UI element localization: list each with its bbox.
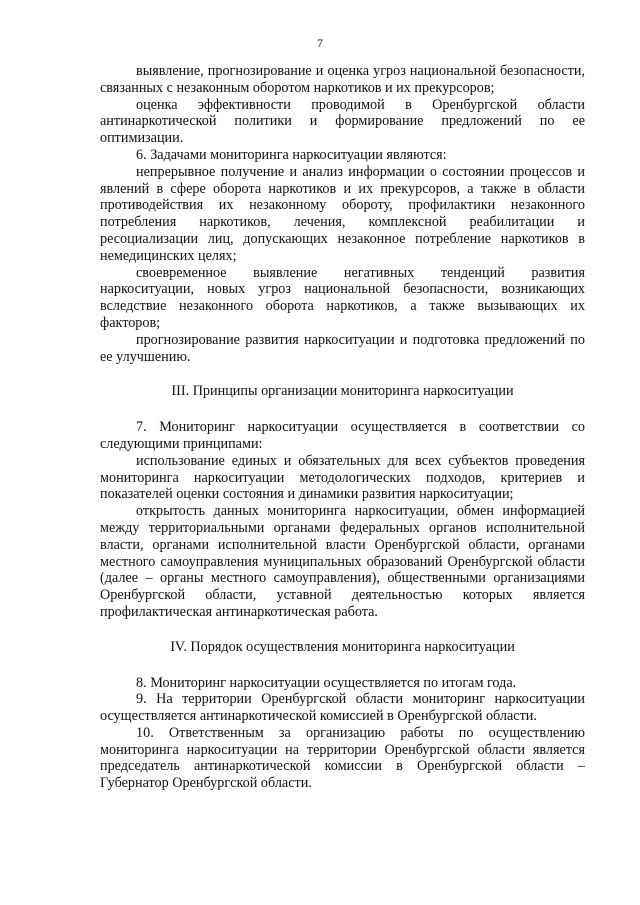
paragraph: 6. Задачами мониторинга наркоситуации являются: bbox=[136, 146, 447, 163]
paragraph: оценка эффективности проводимой в Оренбургской области антинаркотической политики и формирование предложений по ее оптимизации. bbox=[100, 96, 585, 147]
paragraph: 10. Ответственным за организацию работы по осуществлению мониторинга наркоситуации на территории Оренбургской области является председатель антинаркотической комиссии в Оренбургской области – Губернатор Оренбургской области. bbox=[100, 724, 585, 792]
paragraph: выявление, прогнозирование и оценка угроз национальной безопасности, связанных с незаконным оборотом наркотиков и их прекурсоров; bbox=[100, 63, 585, 96]
section-heading-3: III. Принципы организации мониторинга наркоситуации bbox=[171, 383, 514, 400]
paragraph: использование единых и обязательных для всех субъектов проведения мониторинга наркоситуации методологических подходов, критериев и показателей оценки состояния и динамики развития наркоситуации; bbox=[100, 452, 585, 503]
paragraph: открытость данных мониторинга наркоситуации, обмен информацией между территориальными органами федеральных органов исполнительной власти, органами исполнительной власти Оренбургской области, органами местного самоуправления муниципальных образований Оренбургской области (далее – органы местного самоуправления), общественными организациями Оренбургской области, уставной деятельностью которых является профилактическая антинаркотическая работа. bbox=[100, 503, 585, 620]
paragraph: 9. На территории Оренбургской области мониторинг наркоситуации осуществляется антинаркотической комиссией в Оренбургской области. bbox=[100, 691, 585, 725]
paragraph: 8. Мониторинг наркоситуации осуществляется по итогам года. bbox=[136, 674, 517, 691]
paragraph: своевременное выявление негативных тенденций развития наркоситуации, новых угроз национальной безопасности, возникающих вследствие незаконного оборота наркотиков, а также вызывающих их факторов; bbox=[100, 264, 585, 331]
document-body bbox=[100, 63, 585, 792]
paragraph: непрерывное получение и анализ информации о состоянии процессов и явлений в сфере оборота наркотиков и их прекурсоров, а также в области противодействия их незаконному обороту, профилактики незаконного потребления наркотиков, лечения, комплексной реабилитации и ресоциализации лиц, допускающих незаконное потребление наркотиков в немедицинских целях; bbox=[100, 163, 585, 264]
section-heading-4: IV. Порядок осуществления мониторинга наркоситуации bbox=[170, 638, 515, 655]
paragraph: 7. Мониторинг наркоситуации осуществляется в соответствии со следующими принципами: bbox=[100, 419, 585, 452]
page-number: 7 bbox=[317, 36, 323, 50]
paragraph: прогнозирование развития наркоситуации и подготовка предложений по ее улучшению. bbox=[100, 331, 585, 365]
